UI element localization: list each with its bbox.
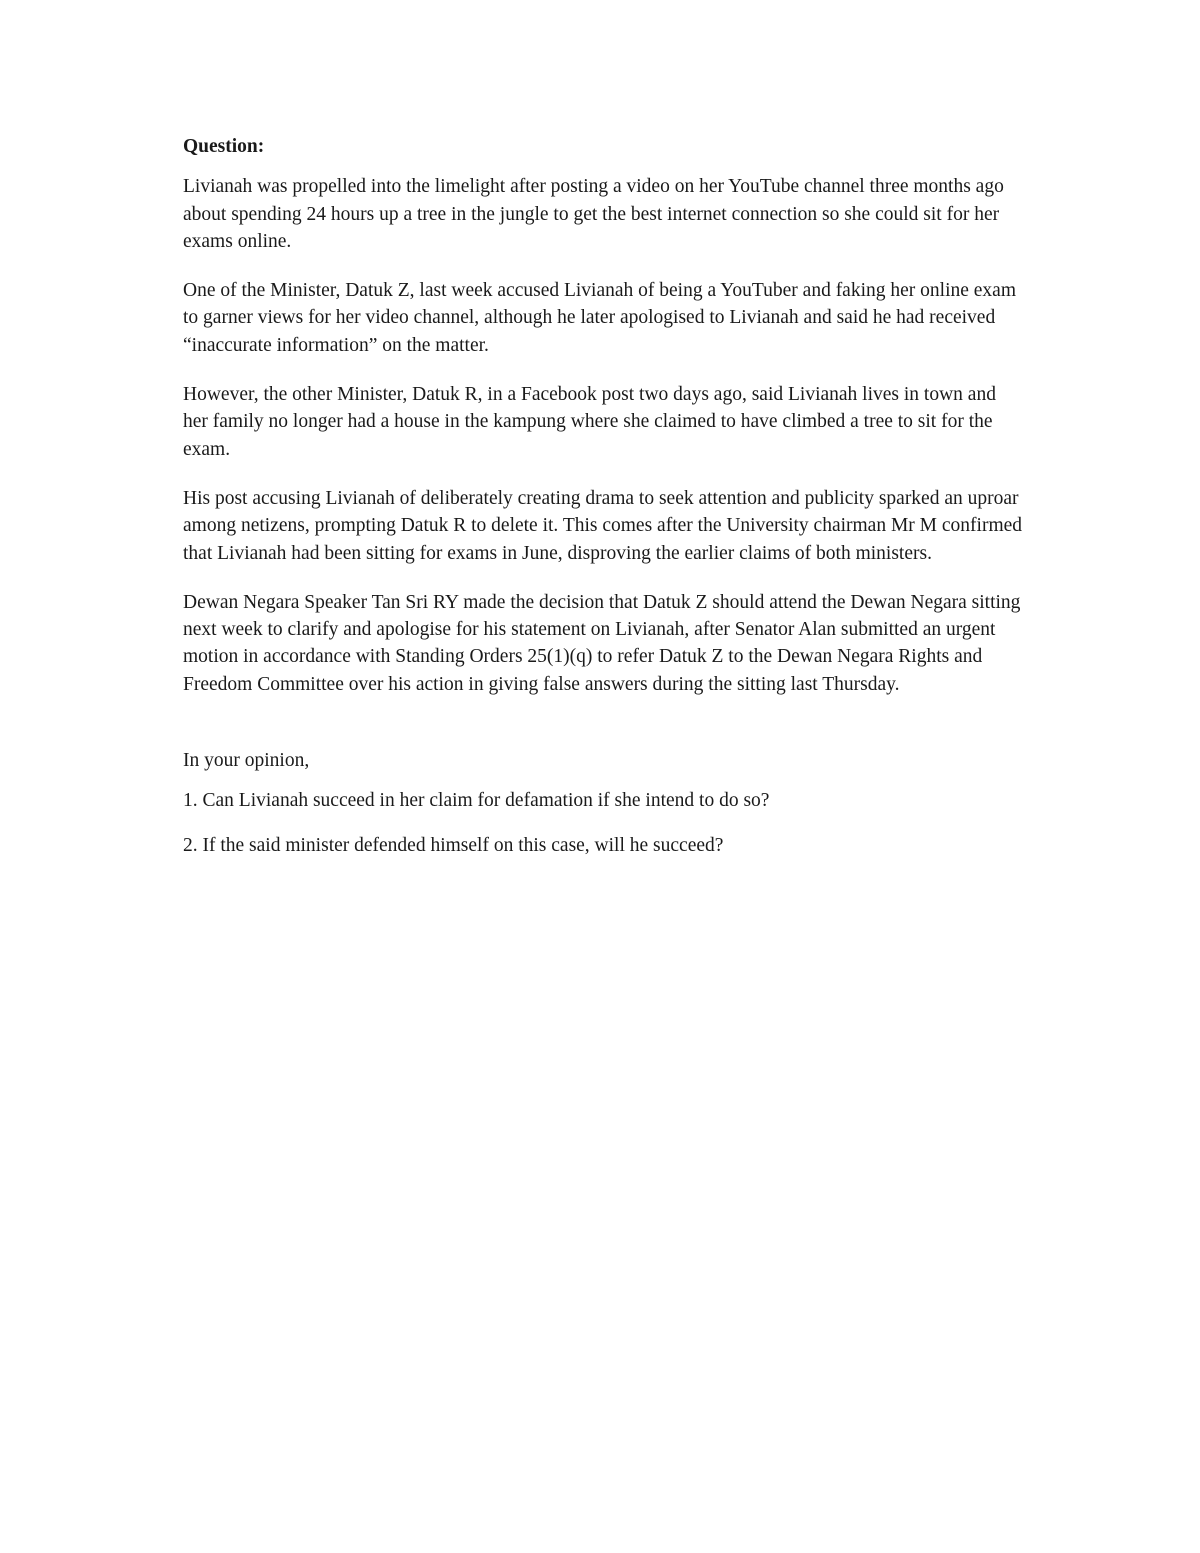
paragraph-datuk-z: One of the Minister, Datuk Z, last week accused Livianah of being a YouTuber and faking her online exam to garner views for her video channel, although he later apologised to Livianah and said he had received “inaccurate information” on the matter. [183,280,1016,356]
paragraph-intro: Livianah was propelled into the limelight after posting a video on her YouTube channel three months ago about spending 24 hours up a tree in the jungle to get the best internet connection so she could sit for her exams online. [183,176,1004,252]
question-heading: Question: [183,136,265,157]
document-body [183,133,1023,876]
question-item-1: 1. Can Livianah succeed in her claim for defamation if she intend to do so? [183,790,770,812]
paragraph-dewan-negara: Dewan Negara Speaker Tan Sri RY made the decision that Datuk Z should attend the Dewan Negara sitting next week to clarify and apologise for his statement on Livianah, after Senator Alan submitted an urgent motion in accordance with Standing Orders 25(1)(q) to refer Datuk Z to the Dewan Negara Rights and Freedom Committee over his action in giving false answers during the sitting last Thursday. [183,591,1021,695]
paragraph-datuk-r: However, the other Minister, Datuk R, in a Facebook post two days ago, said Livianah lives in town and her family no longer had a house in the kampung where she claimed to have climbed a tree to sit for the exam. [183,384,996,460]
question-item-2: 2. If the said minister defended himself on this case, will he succeed? [183,834,724,856]
opinion-intro: In your opinion, [183,750,310,772]
paragraph-post-uproar: His post accusing Livianah of deliberately creating drama to seek attention and publicity sparked an uproar among netizens, prompting Datuk R to delete it. This comes after the University chairman Mr M confirmed that Livianah had been sitting for exams in June, disproving the earlier claims of both ministers. [183,487,1023,564]
